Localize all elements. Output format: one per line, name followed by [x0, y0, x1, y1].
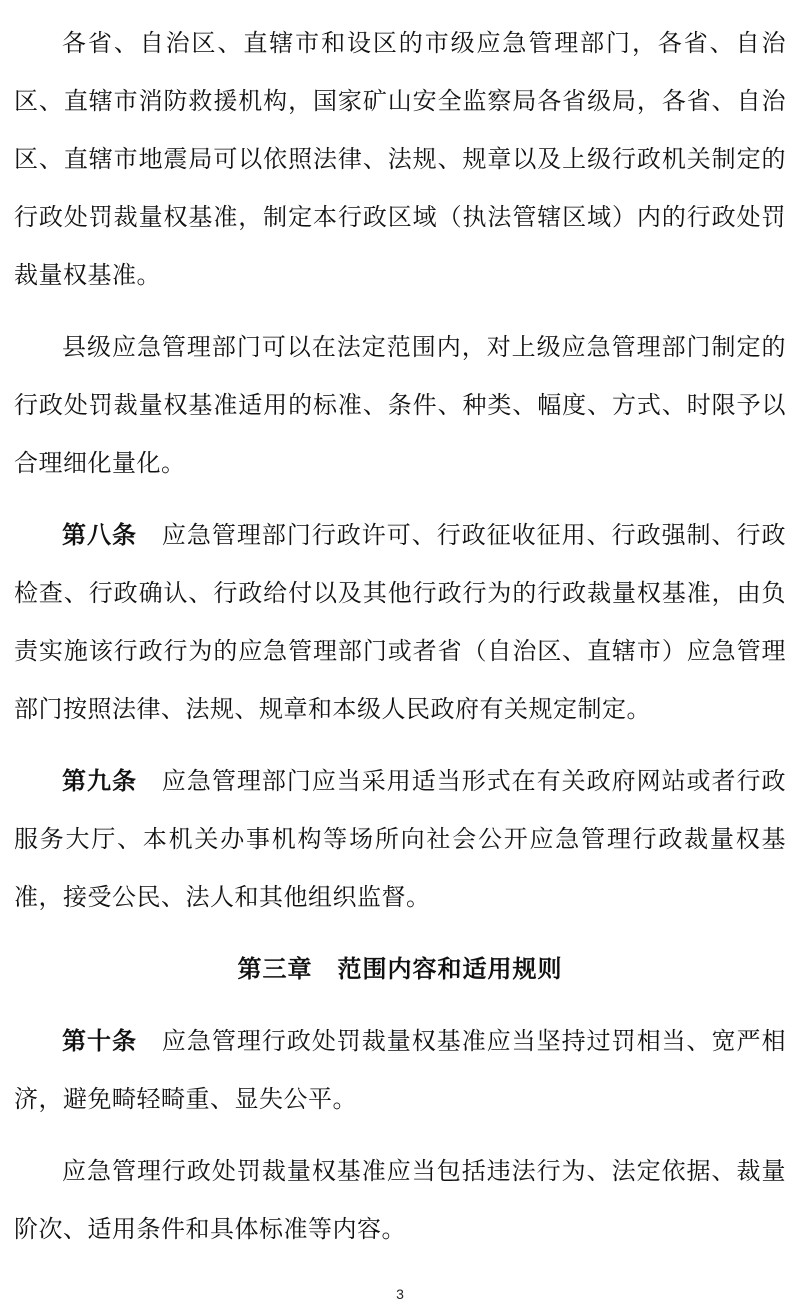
article-10-text: 应急管理行政处罚裁量权基准应当坚持过罚相当、宽严相济，避免畸轻畸重、显失公平。: [14, 1027, 787, 1113]
article-9-title: 第九条: [62, 767, 137, 795]
page-number: 3: [396, 1286, 404, 1302]
article-10-title: 第十条: [62, 1027, 137, 1055]
paragraph-county-refinement: 县级应急管理部门可以在法定范围内，对上级应急管理部门制定的行政处罚裁量权基准适用的标准、条件、种类、幅度、方式、时限予以合理细化量化。: [14, 333, 786, 477]
article-8-title: 第八条: [62, 521, 137, 549]
paragraph-provincial-benchmark: 各省、自治区、直辖市和设区的市级应急管理部门，各省、自治区、直辖市消防救援机构，国家矿山安全监察局各省级局，各省、自治区、直辖市地震局可以依照法律、法规、规章以及上级行政机关制定的行政处罚裁量权基准，制定本行政区域（执法管辖区域）内的行政处罚裁量权基准。: [14, 29, 786, 289]
article-10: [14, 1012, 786, 1128]
paragraph-benchmark-contents: 应急管理行政处罚裁量权基准应当包括违法行为、法定依据、裁量阶次、适用条件和具体标准等内容。: [14, 1157, 786, 1243]
article-8: [14, 506, 786, 738]
article-8-text: 应急管理部门行政许可、行政征收征用、行政强制、行政检查、行政确认、行政给付以及其他行政行为的行政裁量权基准，由负责实施该行政行为的应急管理部门或者省（自治区、直辖市）应急管理部门按照法律、法规、规章和本级人民政府有关规定制定。: [14, 521, 787, 723]
article-9-text: 应急管理部门应当采用适当形式在有关政府网站或者行政服务大厅、本机关办事机构等场所向社会公开应急管理行政裁量权基准，接受公民、法人和其他组织监督。: [14, 767, 787, 911]
chapter-heading: 第三章 范围内容和适用规则: [237, 955, 563, 983]
article-9: [14, 752, 786, 926]
